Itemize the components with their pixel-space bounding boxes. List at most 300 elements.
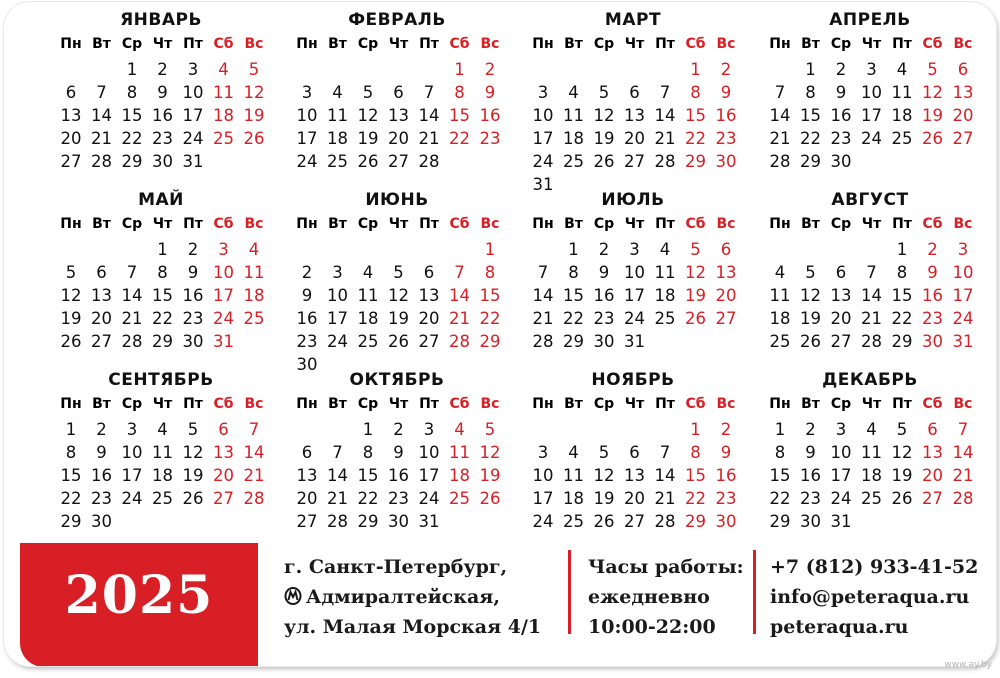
weekday-header: Пт — [419, 216, 439, 232]
weekday-header: Вт — [564, 36, 583, 52]
day-cell: 7 — [423, 83, 435, 102]
day-cell: 17 — [532, 129, 554, 148]
month-name: ЯНВАРЬ — [120, 10, 202, 30]
day-cell: 26 — [685, 309, 706, 328]
day-cell: 17 — [861, 106, 882, 125]
day-cell: 2 — [720, 420, 732, 439]
day-cell: 24 — [327, 332, 348, 351]
day-cell: 10 — [418, 443, 440, 462]
day-cell: 4 — [568, 443, 579, 462]
day-cell: 25 — [654, 309, 676, 328]
day-cell: 30 — [800, 512, 821, 531]
weekday-header: Ср — [121, 216, 143, 232]
day-cell: 19 — [922, 106, 943, 125]
day-cell: 18 — [891, 106, 913, 125]
day-cell: 7 — [537, 263, 549, 282]
weekday-header: Сб — [685, 396, 706, 412]
day-cell: 19 — [593, 129, 615, 148]
weekday-header: Вт — [328, 36, 347, 52]
weekday-header: Чт — [624, 396, 645, 412]
day-cell: 27 — [60, 152, 82, 171]
day-cell: 18 — [861, 466, 882, 485]
day-cell: 5 — [187, 420, 199, 439]
day-cell: 17 — [296, 129, 318, 148]
weekday-header: Пт — [419, 396, 439, 412]
day-cell: 21 — [121, 309, 143, 328]
weekday-header: Ср — [593, 36, 615, 52]
day-cell: 23 — [922, 309, 943, 328]
day-cell: 14 — [654, 466, 676, 485]
day-cell: 21 — [769, 129, 791, 148]
day-cell: 18 — [327, 129, 348, 148]
day-cell: 16 — [715, 466, 737, 485]
day-cell: 3 — [218, 240, 229, 259]
email-address: info@peteraqua.ru — [770, 586, 970, 608]
day-cell: 17 — [182, 106, 204, 125]
day-cell: 12 — [388, 286, 409, 305]
day-cell: 2 — [187, 240, 199, 259]
day-cell: 9 — [157, 83, 168, 102]
day-cell: 3 — [187, 60, 199, 79]
day-cell: 10 — [327, 286, 348, 305]
weekday-header: Пн — [296, 36, 318, 52]
day-cell: 21 — [449, 309, 470, 328]
weekday-header: Вс — [716, 216, 736, 232]
day-cell: 19 — [593, 489, 615, 508]
day-cell: 7 — [454, 263, 465, 282]
day-cell: 20 — [624, 129, 645, 148]
day-cell: 6 — [218, 420, 229, 439]
month-name: СЕНТЯБРЬ — [108, 370, 214, 390]
day-cell: 31 — [624, 332, 645, 351]
month-name: НОЯБРЬ — [591, 370, 675, 390]
day-cell: 21 — [654, 129, 676, 148]
day-cell: 9 — [805, 443, 816, 462]
day-cell: 28 — [327, 512, 348, 531]
day-cell: 24 — [121, 489, 143, 508]
day-cell: 29 — [60, 512, 82, 531]
day-cell: 9 — [96, 443, 107, 462]
day-cell: 16 — [830, 106, 852, 125]
calendar-card — [4, 2, 996, 666]
day-cell: 10 — [182, 83, 204, 102]
day-cell: 1 — [484, 240, 496, 259]
day-cell: 27 — [624, 152, 645, 171]
weekday-header: Вс — [244, 396, 264, 412]
day-cell: 13 — [91, 286, 112, 305]
day-cell: 27 — [388, 152, 409, 171]
weekday-header: Пт — [655, 216, 675, 232]
day-cell: 4 — [362, 263, 374, 282]
day-cell: 6 — [65, 83, 77, 102]
day-cell: 5 — [393, 263, 404, 282]
day-cell: 21 — [952, 466, 974, 485]
day-cell: 26 — [800, 332, 821, 351]
day-cell: 11 — [327, 106, 348, 125]
month-name: ОКТЯБРЬ — [349, 370, 445, 390]
day-cell: 28 — [418, 152, 440, 171]
divider-2 — [753, 550, 756, 634]
day-cell: 13 — [296, 466, 318, 485]
weekday-header: Вс — [716, 36, 736, 52]
day-cell: 1 — [568, 240, 579, 259]
day-cell: 21 — [91, 129, 112, 148]
day-cell: 9 — [393, 443, 404, 462]
day-cell: 24 — [418, 489, 440, 508]
weekday-header: Пн — [769, 36, 791, 52]
day-cell: 2 — [301, 263, 313, 282]
day-cell: 12 — [593, 466, 615, 485]
day-cell: 11 — [243, 263, 265, 282]
day-cell: 1 — [690, 420, 701, 439]
day-cell: 4 — [218, 60, 229, 79]
weekday-header: Пн — [769, 396, 791, 412]
weekday-header: Ср — [593, 216, 615, 232]
day-cell: 4 — [332, 83, 343, 102]
day-cell: 30 — [388, 512, 409, 531]
day-cell: 10 — [952, 263, 974, 282]
day-cell: 4 — [896, 60, 908, 79]
year-badge — [20, 543, 258, 666]
day-cell: 23 — [715, 129, 737, 148]
day-cell: 4 — [866, 420, 877, 439]
day-cell: 11 — [152, 443, 173, 462]
day-cell: 6 — [629, 443, 640, 462]
day-cell: 17 — [532, 489, 554, 508]
day-cell: 23 — [388, 489, 409, 508]
day-cell: 1 — [690, 60, 701, 79]
day-cell: 22 — [449, 129, 470, 148]
day-cell: 28 — [91, 152, 112, 171]
day-cell: 28 — [121, 332, 143, 351]
address-metro — [284, 586, 500, 608]
day-cell: 12 — [593, 106, 615, 125]
day-cell: 10 — [213, 263, 234, 282]
day-cell: 8 — [690, 443, 701, 462]
weekday-header: Вт — [564, 396, 583, 412]
day-cell: 30 — [715, 152, 737, 171]
day-cell: 5 — [598, 443, 610, 462]
day-cell: 14 — [952, 443, 974, 462]
day-cell: 8 — [568, 263, 579, 282]
day-cell: 3 — [332, 263, 343, 282]
weekday-header: Ср — [357, 36, 379, 52]
day-cell: 31 — [418, 512, 440, 531]
day-cell: 19 — [388, 309, 409, 328]
day-cell: 9 — [835, 83, 847, 102]
day-cell: 5 — [65, 263, 77, 282]
day-cell: 23 — [296, 332, 318, 351]
day-cell: 30 — [922, 332, 943, 351]
day-cell: 14 — [449, 286, 470, 305]
day-cell: 23 — [715, 489, 737, 508]
day-cell: 29 — [479, 332, 501, 351]
month-name: ФЕВРАЛЬ — [348, 10, 446, 30]
day-cell: 31 — [532, 175, 554, 194]
day-cell: 22 — [685, 489, 706, 508]
metro-icon — [284, 587, 302, 605]
day-cell: 8 — [454, 83, 465, 102]
day-cell: 26 — [891, 489, 913, 508]
weekday-header: Вс — [953, 36, 973, 52]
day-cell: 9 — [187, 263, 199, 282]
day-cell: 14 — [121, 286, 143, 305]
weekday-header: Пн — [296, 396, 318, 412]
day-cell: 25 — [327, 152, 348, 171]
day-cell: 20 — [624, 489, 645, 508]
day-cell: 24 — [861, 129, 882, 148]
weekday-header: Вс — [953, 216, 973, 232]
day-cell: 11 — [357, 286, 379, 305]
day-cell: 23 — [479, 129, 501, 148]
day-cell: 26 — [593, 152, 615, 171]
day-cell: 26 — [388, 332, 409, 351]
day-cell: 31 — [952, 332, 974, 351]
day-cell: 25 — [563, 512, 584, 531]
day-cell: 22 — [563, 309, 584, 328]
day-cell: 25 — [891, 129, 913, 148]
day-cell: 15 — [121, 106, 143, 125]
weekday-header: Вс — [480, 396, 500, 412]
day-cell: 11 — [563, 106, 584, 125]
weekday-header: Сб — [449, 216, 470, 232]
day-cell: 6 — [393, 83, 404, 102]
day-cell: 28 — [769, 152, 791, 171]
weekday-header: Пн — [60, 216, 82, 232]
hours-days: ежедневно — [588, 586, 710, 608]
day-cell: 18 — [654, 286, 676, 305]
day-cell: 23 — [800, 489, 821, 508]
weekday-header: Чт — [388, 36, 409, 52]
day-cell: 3 — [957, 240, 969, 259]
day-cell: 24 — [624, 309, 645, 328]
month-name: ИЮЛЬ — [601, 190, 665, 210]
day-cell: 16 — [922, 286, 943, 305]
weekday-header: Пн — [532, 396, 554, 412]
day-cell: 16 — [152, 106, 173, 125]
day-cell: 7 — [248, 420, 260, 439]
day-cell: 28 — [654, 512, 676, 531]
day-cell: 8 — [362, 443, 374, 462]
day-cell: 24 — [532, 512, 554, 531]
day-cell: 2 — [157, 60, 168, 79]
day-cell: 10 — [121, 443, 143, 462]
day-cell: 15 — [152, 286, 173, 305]
day-cell: 4 — [568, 83, 579, 102]
day-cell: 19 — [685, 286, 706, 305]
day-cell: 29 — [891, 332, 913, 351]
day-cell: 24 — [830, 489, 852, 508]
day-cell: 13 — [388, 106, 409, 125]
day-cell: 19 — [800, 309, 821, 328]
day-cell: 9 — [927, 263, 938, 282]
day-cell: 15 — [60, 466, 82, 485]
month-name: МАРТ — [604, 10, 662, 30]
day-cell: 3 — [301, 83, 313, 102]
day-cell: 7 — [126, 263, 138, 282]
day-cell: 26 — [479, 489, 501, 508]
day-cell: 20 — [60, 129, 82, 148]
day-cell: 30 — [715, 512, 737, 531]
weekday-header: Пн — [769, 216, 791, 232]
weekday-header: Вс — [480, 216, 500, 232]
day-cell: 16 — [800, 466, 821, 485]
day-cell: 27 — [624, 512, 645, 531]
day-cell: 17 — [624, 286, 645, 305]
day-cell: 25 — [769, 332, 791, 351]
day-cell: 3 — [423, 420, 435, 439]
day-cell: 26 — [243, 129, 265, 148]
day-cell: 4 — [659, 240, 671, 259]
day-cell: 21 — [861, 309, 882, 328]
day-cell: 13 — [830, 286, 852, 305]
day-cell: 28 — [861, 332, 882, 351]
day-cell: 18 — [357, 309, 379, 328]
day-cell: 25 — [213, 129, 234, 148]
day-cell: 2 — [927, 240, 938, 259]
day-cell: 29 — [800, 152, 821, 171]
footer — [4, 540, 996, 666]
weekday-header: Сб — [449, 396, 470, 412]
day-cell: 2 — [805, 420, 816, 439]
day-cell: 7 — [332, 443, 343, 462]
day-cell: 13 — [952, 83, 974, 102]
day-cell: 5 — [362, 83, 374, 102]
day-cell: 24 — [213, 309, 234, 328]
day-cell: 31 — [182, 152, 204, 171]
weekday-header: Вт — [328, 396, 347, 412]
day-cell: 8 — [774, 443, 786, 462]
day-cell: 24 — [532, 152, 554, 171]
day-cell: 21 — [243, 466, 265, 485]
day-cell: 3 — [866, 60, 877, 79]
day-cell: 29 — [152, 332, 173, 351]
day-cell: 25 — [243, 309, 265, 328]
weekday-header: Пн — [532, 216, 554, 232]
day-cell: 3 — [629, 240, 640, 259]
day-cell: 22 — [800, 129, 821, 148]
day-cell: 27 — [418, 332, 440, 351]
day-cell: 14 — [769, 106, 791, 125]
day-cell: 13 — [418, 286, 440, 305]
day-cell: 15 — [563, 286, 584, 305]
day-cell: 6 — [835, 263, 847, 282]
day-cell: 3 — [537, 83, 549, 102]
day-cell: 18 — [449, 466, 470, 485]
day-cell: 31 — [830, 512, 852, 531]
day-cell: 25 — [152, 489, 173, 508]
day-cell: 4 — [157, 420, 168, 439]
day-cell: 30 — [91, 512, 112, 531]
day-cell: 5 — [805, 263, 816, 282]
day-cell: 30 — [152, 152, 173, 171]
day-cell: 3 — [537, 443, 549, 462]
day-cell: 6 — [927, 420, 938, 439]
weekday-header: Вт — [328, 216, 347, 232]
weekday-header: Чт — [388, 216, 409, 232]
day-cell: 29 — [357, 512, 379, 531]
day-cell: 10 — [830, 443, 852, 462]
day-cell: 9 — [720, 443, 732, 462]
weekday-header: Пт — [892, 396, 912, 412]
day-cell: 20 — [830, 309, 852, 328]
day-cell: 20 — [91, 309, 112, 328]
day-cell: 23 — [152, 129, 173, 148]
day-cell: 12 — [800, 286, 821, 305]
day-cell: 16 — [479, 106, 501, 125]
day-cell: 1 — [805, 60, 816, 79]
day-cell: 22 — [121, 129, 143, 148]
weekday-header: Вт — [801, 216, 820, 232]
day-cell: 11 — [213, 83, 234, 102]
day-cell: 2 — [393, 420, 404, 439]
weekday-header: Пн — [60, 36, 82, 52]
day-cell: 21 — [654, 489, 676, 508]
day-cell: 29 — [563, 332, 584, 351]
day-cell: 15 — [449, 106, 470, 125]
weekday-header: Ср — [121, 396, 143, 412]
day-cell: 1 — [65, 420, 77, 439]
weekday-header: Пт — [183, 216, 203, 232]
day-cell: 29 — [685, 152, 706, 171]
day-cell: 15 — [800, 106, 821, 125]
hours-time: 10:00-22:00 — [588, 616, 716, 638]
day-cell: 17 — [830, 466, 852, 485]
month-name: МАЙ — [138, 190, 184, 210]
weekday-header: Сб — [685, 216, 706, 232]
day-cell: 21 — [532, 309, 554, 328]
day-cell: 17 — [121, 466, 143, 485]
day-cell: 26 — [922, 129, 943, 148]
day-cell: 13 — [213, 443, 234, 462]
day-cell: 9 — [598, 263, 610, 282]
day-cell: 10 — [861, 83, 882, 102]
weekday-header: Пт — [892, 36, 912, 52]
day-cell: 15 — [479, 286, 501, 305]
day-cell: 16 — [182, 286, 204, 305]
day-cell: 2 — [96, 420, 107, 439]
day-cell: 20 — [922, 466, 943, 485]
month-name: ДЕКАБРЬ — [822, 370, 918, 390]
weekday-header: Вс — [480, 36, 500, 52]
day-cell: 14 — [532, 286, 554, 305]
day-cell: 25 — [357, 332, 379, 351]
day-cell: 1 — [774, 420, 786, 439]
website: peteraqua.ru — [770, 616, 909, 638]
day-cell: 3 — [126, 420, 138, 439]
day-cell: 27 — [830, 332, 852, 351]
weekday-header: Ср — [830, 396, 852, 412]
weekday-header: Сб — [922, 216, 943, 232]
day-cell: 21 — [418, 129, 440, 148]
day-cell: 15 — [769, 466, 791, 485]
weekday-header: Чт — [861, 216, 882, 232]
weekday-header: Сб — [213, 216, 234, 232]
weekday-header: Пт — [892, 216, 912, 232]
day-cell: 12 — [243, 83, 265, 102]
day-cell: 28 — [654, 152, 676, 171]
day-cell: 19 — [182, 466, 204, 485]
day-cell: 29 — [685, 512, 706, 531]
weekday-header: Сб — [685, 36, 706, 52]
day-cell: 16 — [715, 106, 737, 125]
day-cell: 22 — [769, 489, 791, 508]
weekday-header: Пт — [419, 36, 439, 52]
day-cell: 10 — [532, 466, 554, 485]
day-cell: 17 — [213, 286, 234, 305]
day-cell: 15 — [685, 106, 706, 125]
day-cell: 24 — [296, 152, 318, 171]
